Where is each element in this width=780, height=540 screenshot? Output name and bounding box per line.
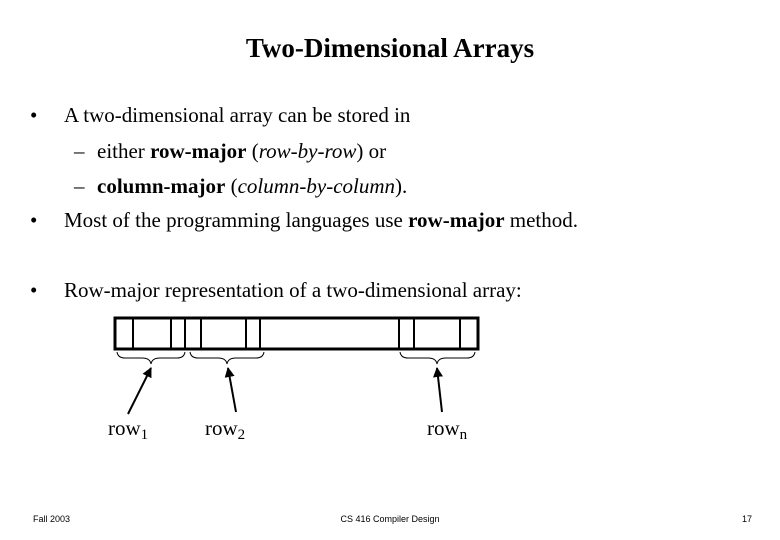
bullet-marker: •	[30, 208, 38, 232]
text-segment: either	[97, 139, 151, 163]
bullet-text-representation: Row-major representation of a two-dimensional array:	[64, 278, 522, 302]
row-label-subscript: 1	[140, 427, 149, 443]
bullet-marker: •	[30, 103, 38, 127]
text-segment: ).	[395, 174, 408, 198]
array-cell-dividers	[133, 318, 460, 349]
footer-date: Fall 2003	[33, 514, 71, 524]
footer-course: CS 416 Compiler Design	[340, 514, 440, 524]
arrow-row-2	[228, 368, 236, 412]
bullet-text-storage: A two-dimensional array can be stored in	[64, 103, 411, 127]
row-label-text: row	[108, 416, 141, 440]
arrow-row-n	[437, 368, 442, 412]
italic-term: column-by-column	[237, 174, 396, 198]
text-segment: method.	[504, 208, 579, 232]
arrow-row-1	[128, 368, 151, 414]
slide-title: Two-Dimensional Arrays	[245, 33, 535, 63]
text-segment: (	[246, 139, 259, 163]
row-arrows	[128, 368, 442, 414]
text-segment: (	[225, 174, 238, 198]
dash-marker: –	[74, 139, 85, 163]
brace-row-n	[400, 352, 475, 364]
row-label-text: row	[427, 416, 460, 440]
text-segment: ) or	[356, 139, 387, 163]
label-row-2	[205, 416, 245, 444]
label-row-1	[108, 416, 148, 444]
row-label-subscript: 2	[237, 427, 246, 443]
italic-term: row-by-row	[258, 139, 357, 163]
footer-page-number: 17	[741, 514, 752, 524]
text-segment: Most of the programming languages use	[64, 208, 409, 232]
row-label-text: row	[205, 416, 238, 440]
row-braces	[117, 352, 475, 364]
bold-term: column-major	[97, 174, 226, 198]
dash-marker: –	[74, 174, 85, 198]
array-outer-box	[115, 318, 478, 349]
bold-term: row-major	[150, 139, 247, 163]
brace-row-2	[190, 352, 264, 364]
brace-row-1	[117, 352, 185, 364]
label-row-n	[427, 416, 467, 444]
bold-term: row-major	[408, 208, 505, 232]
row-label-subscript: n	[459, 427, 468, 443]
bullet-marker: •	[30, 278, 38, 302]
